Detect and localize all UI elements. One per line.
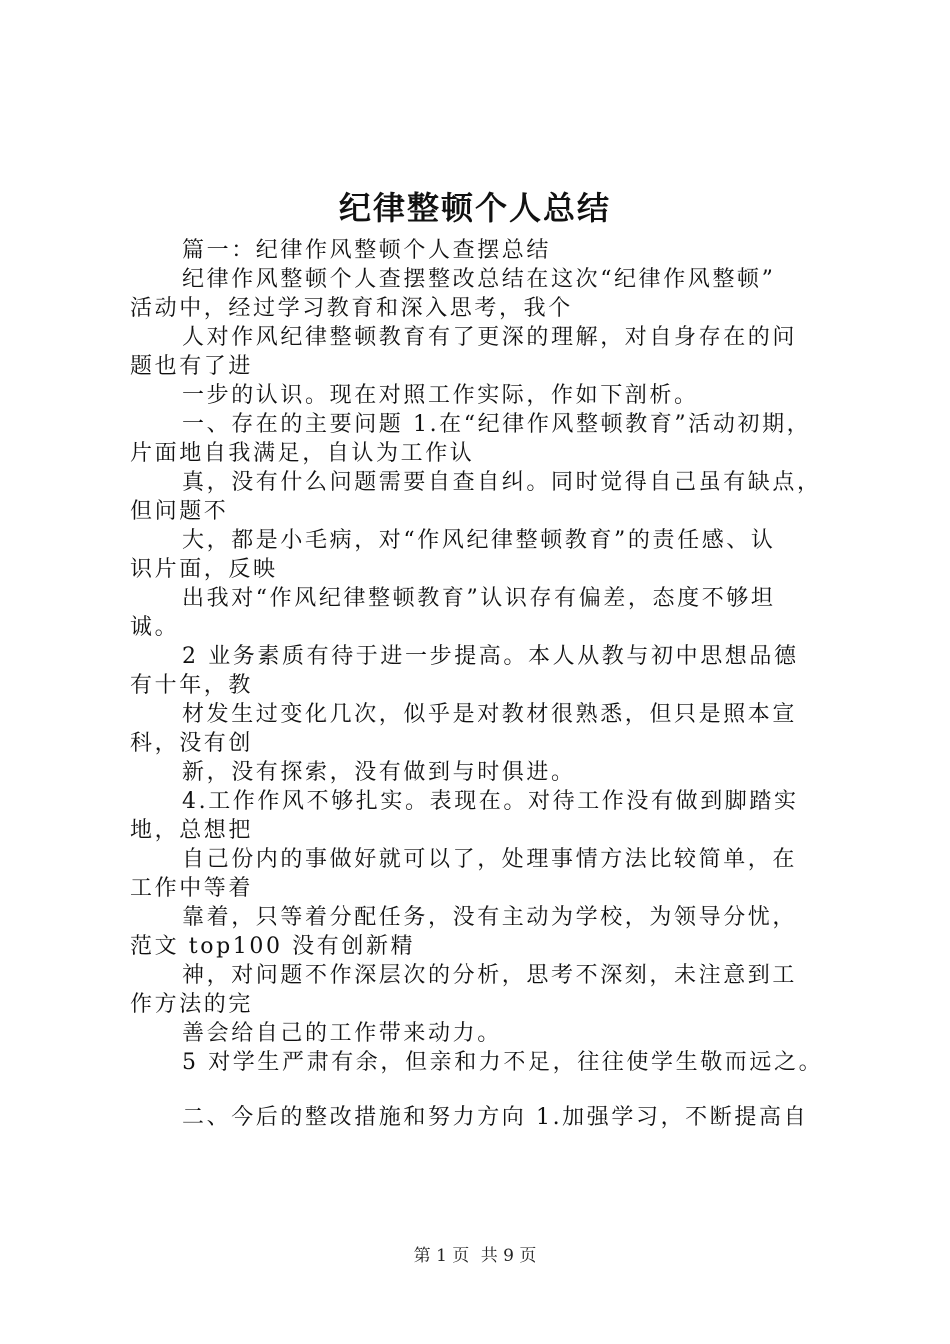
paragraph-line: 范文 top100 没有创新精: [130, 934, 416, 959]
paragraph-line: 工作中等着: [130, 876, 254, 901]
paragraph-line: 纪律作风整顿个人查摆整改总结在这次“纪律作风整顿”: [182, 267, 776, 292]
document-body: [130, 236, 850, 1132]
paragraph-line: 神，对问题不作深层次的分析，思考不深刻，未注意到工: [182, 963, 798, 988]
page-footer: [0, 1244, 950, 1268]
paragraph-line: 出我对“作风纪律整顿教育”认识存有偏差，态度不够坦: [182, 586, 776, 611]
document-title: 纪律整顿个人总结: [338, 189, 611, 227]
paragraph-gap: [130, 1077, 850, 1103]
page-total: 共 9 页: [480, 1246, 537, 1266]
paragraph-line: 材发生过变化几次，似乎是对教材很熟悉，但只是照本宣: [182, 702, 798, 727]
paragraph-line: 诚。: [130, 615, 180, 640]
paragraph-line: 科，没有创: [130, 731, 254, 756]
paragraph-line: 片面地自我满足，自认为工作认: [130, 441, 475, 466]
paragraph-line: 2 业务素质有待于进一步提高。本人从教与初中思想品德: [182, 644, 799, 669]
paragraph-line: 善会给自己的工作带来动力。: [182, 1021, 502, 1046]
paragraph-line: 大，都是小毛病，对“作风纪律整顿教育”的责任感、认: [182, 528, 776, 553]
paragraph-line: 但问题不: [130, 499, 229, 524]
paragraph-line: 靠着，只等着分配任务，没有主动为学校，为领导分忧，: [182, 905, 798, 930]
paragraph-line: 一步的认识。现在对照工作实际，作如下剖析。: [182, 383, 699, 408]
paragraph-line: 新，没有探索，没有做到与时俱进。: [182, 760, 576, 785]
paragraph-line: 识片面，反映: [130, 557, 278, 582]
paragraph-line: 有十年，教: [130, 673, 254, 698]
paragraph-line: 自己份内的事做好就可以了，处理事情方法比较简单，在: [182, 847, 798, 872]
paragraph-line: 地，总想把: [130, 818, 254, 843]
section-heading: 二、今后的整改措施和努力方向 1.加强学习，不断提高自: [182, 1105, 809, 1130]
paragraph-line: 真，没有什么问题需要自查自纠。同时觉得自己虽有缺点，: [182, 470, 822, 495]
section-heading: 篇一：纪律作风整顿个人查摆总结: [182, 238, 552, 263]
paragraph-line: 4.工作作风不够扎实。表现在。对待工作没有做到脚踏实: [182, 789, 799, 814]
paragraph-line: 一、存在的主要问题 1.在“纪律作风整顿教育”活动初期，: [182, 412, 812, 437]
paragraph-line: 作方法的完: [130, 992, 254, 1017]
page-number: 第 1 页: [413, 1246, 470, 1266]
paragraph-line: 活动中，经过学习教育和深入思考，我个: [130, 296, 573, 321]
paragraph-line: 人对作风纪律整顿教育有了更深的理解，对自身存在的问: [182, 325, 798, 350]
paragraph-line: 题也有了进: [130, 354, 254, 379]
paragraph-line: 5 对学生严肃有余，但亲和力不足，往往使学生敬而远之。: [182, 1050, 824, 1075]
